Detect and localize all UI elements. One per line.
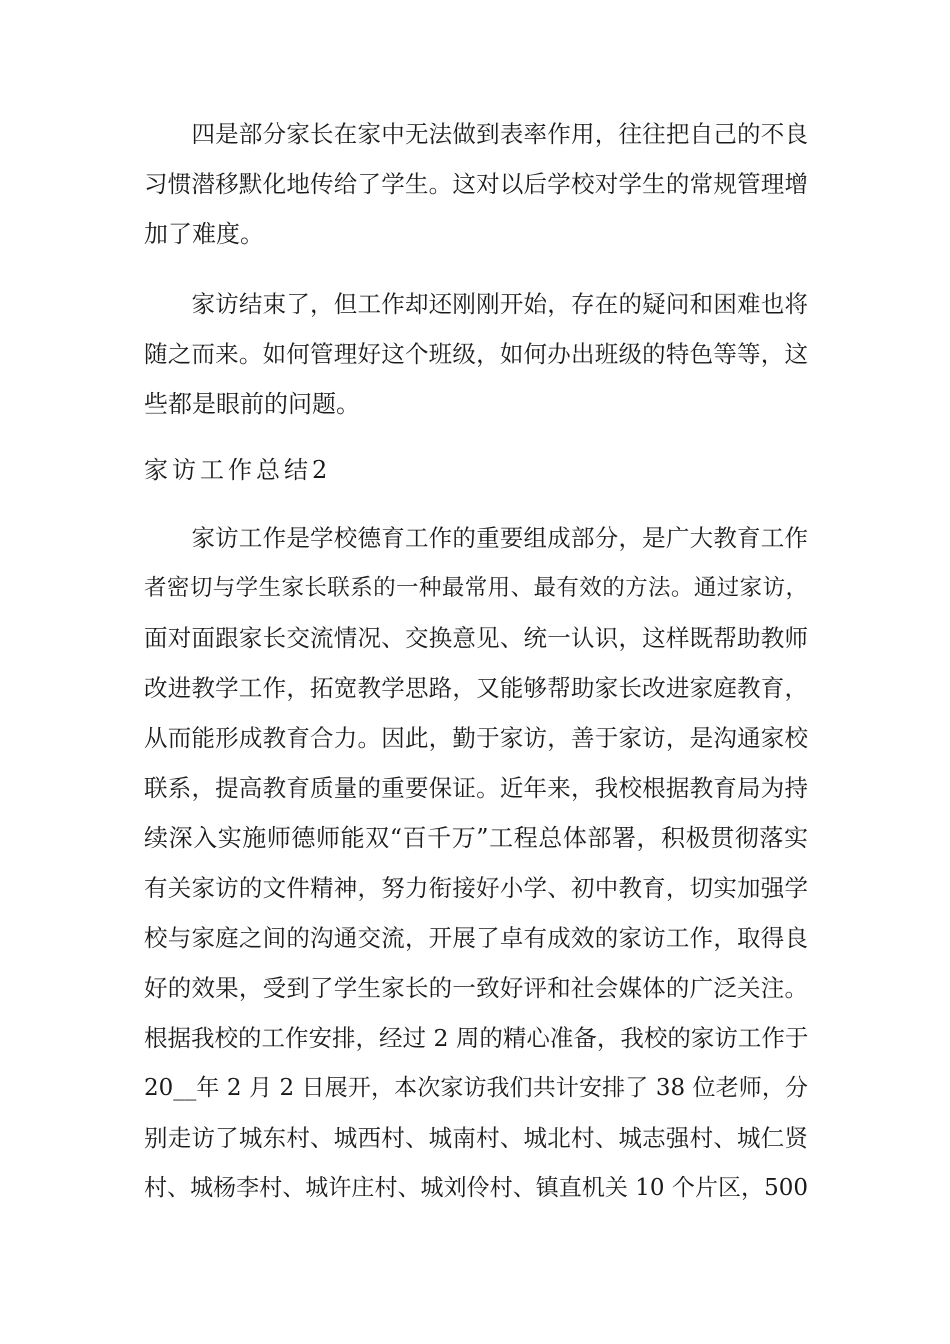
paragraph-line: 者密切与学生家长联系的一种最常用、最有效的方法。通过家访， [144, 575, 808, 601]
paragraph-line: 别走访了城东村、城西村、城南村、城北村、城志强村、城仁贤 [144, 1124, 808, 1152]
paragraph-line: 20__年 2 月 2 日展开，本次家访我们共计安排了 38 位老师，分 [144, 1075, 808, 1101]
paragraph-line: 家访结束了，但工作却还刚刚开始，存在的疑问和困难也将 [144, 290, 808, 318]
paragraph-line: 续深入实施师德师能双“百千万”工程总体部署，积极贯彻落实 [144, 824, 808, 852]
section-heading: 家访工作总结2 [144, 456, 332, 484]
paragraph-line: 好的效果，受到了学生家长的一致好评和社会媒体的广泛关注。 [144, 974, 808, 1002]
paragraph-line: 村、城杨李村、城许庄村、城刘伶村、镇直机关 10 个片区，500 [144, 1175, 808, 1201]
paragraph-line: 家访工作是学校德育工作的重要组成部分，是广大教育工作 [144, 524, 808, 552]
paragraph-line: 校与家庭之间的沟通交流，开展了卓有成效的家访工作，取得良 [144, 924, 808, 952]
paragraph-line: 改进教学工作，拓宽教学思路，又能够帮助家长改进家庭教育， [144, 674, 808, 702]
paragraph-line: 从而能形成教育合力。因此，勤于家访，善于家访，是沟通家校 [144, 724, 808, 752]
paragraph-line: 习惯潜移默化地传给了学生。这对以后学校对学生的常规管理增 [144, 170, 808, 198]
paragraph-line: 加了难度。 [144, 220, 264, 248]
paragraph-line: 有关家访的文件精神，努力衔接好小学、初中教育，切实加强学 [144, 874, 808, 902]
paragraph-line: 根据我校的工作安排，经过 2 周的精心准备，我校的家访工作于 [144, 1024, 809, 1052]
paragraph-line: 面对面跟家长交流情况、交换意见、统一认识，这样既帮助教师 [144, 624, 808, 652]
paragraph-line: 随之而来。如何管理好这个班级，如何办出班级的特色等等，这 [144, 340, 808, 368]
paragraph-line: 联系，提高教育质量的重要保证。近年来，我校根据教育局为持 [144, 774, 808, 802]
paragraph-line: 些都是眼前的问题。 [144, 390, 360, 418]
paragraph-line: 四是部分家长在家中无法做到表率作用，往往把自己的不良 [144, 120, 808, 148]
